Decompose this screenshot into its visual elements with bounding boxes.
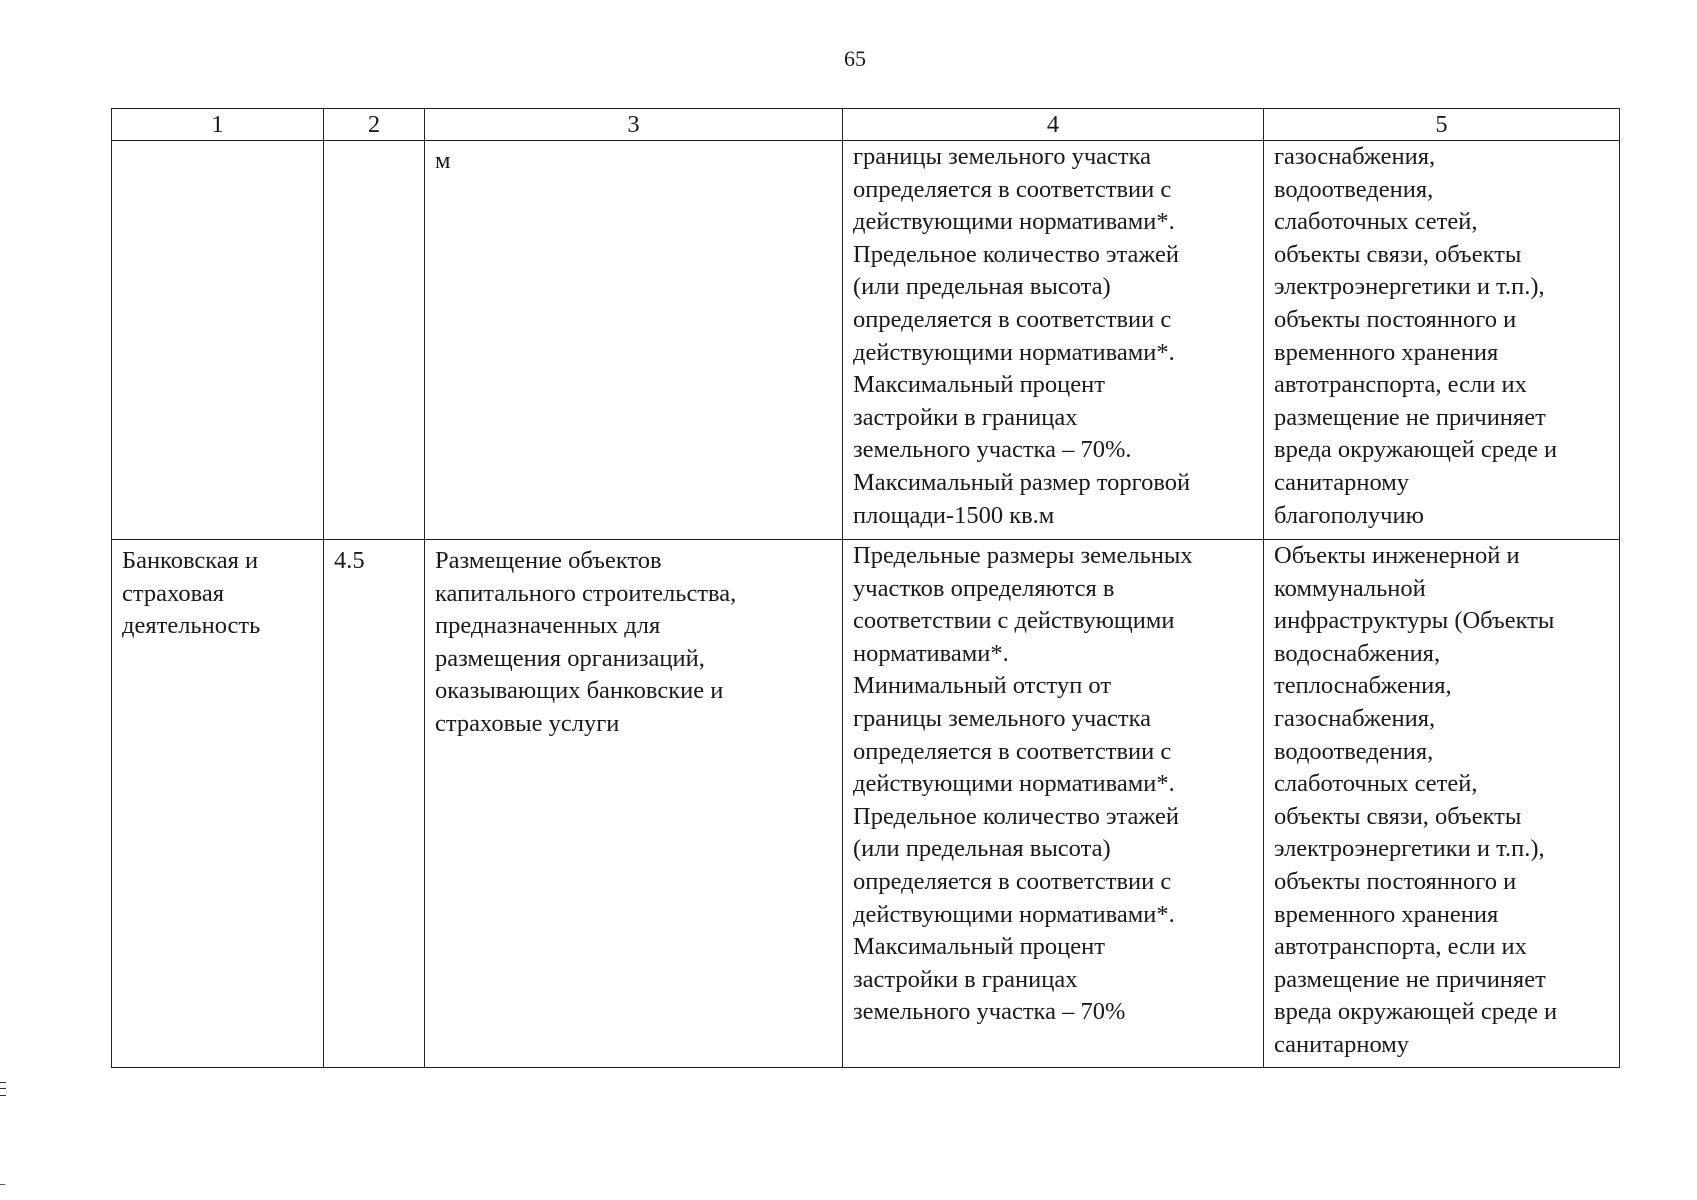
margin-mark bbox=[0, 1082, 6, 1096]
cell-line: действующими нормативами*. bbox=[853, 900, 1175, 928]
cell-line: Максимальный процент bbox=[853, 371, 1105, 399]
page-number: 65 bbox=[844, 46, 866, 71]
zoning-table bbox=[111, 108, 1620, 1068]
cell-line: временного хранения bbox=[1274, 900, 1499, 928]
cell-line: водоотведения, bbox=[1274, 175, 1434, 203]
cell-line: Размещение объектов bbox=[435, 547, 662, 574]
cell-line: электроэнергетики и т.п.), bbox=[1274, 835, 1545, 863]
land-use-name-cell bbox=[112, 540, 324, 1068]
column-header-2: 2 bbox=[324, 109, 425, 141]
code-cell bbox=[324, 141, 425, 540]
cell-line: соответствии с действующими bbox=[853, 607, 1175, 635]
cell-line: водоснабжения, bbox=[1274, 639, 1441, 667]
cell-line: действующими нормативами*. bbox=[853, 338, 1175, 366]
cell-line: определяется в соответствии с bbox=[853, 175, 1172, 203]
cell-line: страховые услуги bbox=[435, 709, 620, 737]
cell-line: объекты связи, объекты bbox=[1274, 240, 1522, 268]
cell-line: действующими нормативами*. bbox=[853, 208, 1175, 236]
cell-line: Максимальный процент bbox=[853, 933, 1105, 961]
cell-line: нормативами*. bbox=[853, 639, 1009, 667]
parameters-cell bbox=[843, 540, 1264, 1068]
header-row bbox=[112, 109, 1620, 141]
table-row bbox=[112, 540, 1620, 1068]
cell-line: слаботочных сетей, bbox=[1274, 208, 1478, 236]
cell-line: автотранспорта, если их bbox=[1274, 933, 1527, 961]
cell-line: благополучию bbox=[1274, 501, 1424, 529]
cell-line: площади-1500 кв.м bbox=[853, 501, 1055, 529]
cell-line: определяется в соответствии с bbox=[853, 867, 1172, 895]
cell-line: санитарному bbox=[1274, 1030, 1410, 1058]
cell-line: действующими нормативами*. bbox=[853, 770, 1175, 798]
cell-line: определяется в соответствии с bbox=[853, 737, 1172, 765]
margin-dash bbox=[0, 1184, 5, 1185]
cell-line: электроэнергетики и т.п.), bbox=[1274, 273, 1545, 301]
cell-line: размещения организаций, bbox=[435, 644, 705, 672]
cell-line: вреда окружающей среде и bbox=[1274, 436, 1558, 464]
cell-line: Минимальный отступ от bbox=[853, 672, 1112, 700]
column-header-1: 1 bbox=[112, 109, 324, 141]
cell-line: размещение не причиняет bbox=[1274, 965, 1546, 993]
cell-line: границы земельного участка bbox=[853, 143, 1152, 170]
cell-line: застройки в границах bbox=[853, 965, 1078, 993]
cell-line: деятельность bbox=[122, 612, 261, 640]
cell-line: Максимальный размер торговой bbox=[853, 468, 1191, 496]
cell-line: оказывающих банковские и bbox=[435, 677, 724, 705]
auxiliary-uses-cell bbox=[1264, 141, 1620, 540]
cell-line: границы земельного участка bbox=[853, 704, 1152, 732]
cell-line: теплоснабжения, bbox=[1274, 672, 1452, 700]
cell-line: участков определяются в bbox=[853, 574, 1115, 602]
parameters-cell bbox=[843, 141, 1264, 540]
description-cell bbox=[425, 540, 843, 1068]
description-cell bbox=[425, 141, 843, 540]
land-use-name-cell bbox=[112, 141, 324, 540]
cell-line: Предельное количество этажей bbox=[853, 240, 1179, 268]
cell-line: газоснабжения, bbox=[1274, 143, 1436, 170]
column-header-5: 5 bbox=[1264, 109, 1620, 141]
cell-line: коммунальной bbox=[1274, 574, 1426, 602]
cell-line: автотранспорта, если их bbox=[1274, 371, 1527, 399]
cell-line: инфраструктуры (Объекты bbox=[1274, 607, 1555, 635]
cell-line: вреда окружающей среде и bbox=[1274, 998, 1558, 1026]
cell-line: земельного участка – 70% bbox=[853, 998, 1126, 1026]
cell-line: размещение не причиняет bbox=[1274, 403, 1546, 431]
code-cell bbox=[324, 540, 425, 1068]
cell-line: Предельные размеры земельных bbox=[853, 542, 1193, 569]
cell-line: водоотведения, bbox=[1274, 737, 1434, 765]
cell-line: 4.5 bbox=[334, 547, 365, 574]
column-header-3: 3 bbox=[425, 109, 843, 141]
column-header-4: 4 bbox=[843, 109, 1264, 141]
cell-line: определяется в соответствии с bbox=[853, 305, 1172, 333]
cell-line: газоснабжения, bbox=[1274, 704, 1436, 732]
cell-line: предназначенных для bbox=[435, 612, 661, 640]
cell-line: Предельное количество этажей bbox=[853, 802, 1179, 830]
auxiliary-uses-cell bbox=[1264, 540, 1620, 1068]
cell-line: м bbox=[435, 147, 451, 174]
cell-line: земельного участка – 70%. bbox=[853, 436, 1132, 464]
cell-line: капитального строительства, bbox=[435, 579, 737, 607]
cell-line: страховая bbox=[122, 579, 224, 607]
cell-line: объекты постоянного и bbox=[1274, 867, 1517, 895]
table-row bbox=[112, 141, 1620, 540]
cell-line: (или предельная высота) bbox=[853, 835, 1111, 863]
cell-line: объекты постоянного и bbox=[1274, 305, 1517, 333]
cell-line: Банковская и bbox=[122, 547, 259, 574]
cell-line: (или предельная высота) bbox=[853, 273, 1111, 301]
cell-line: санитарному bbox=[1274, 468, 1410, 496]
cell-line: временного хранения bbox=[1274, 338, 1499, 366]
cell-line: объекты связи, объекты bbox=[1274, 802, 1522, 830]
cell-line: застройки в границах bbox=[853, 403, 1078, 431]
cell-line: слаботочных сетей, bbox=[1274, 770, 1478, 798]
cell-line: Объекты инженерной и bbox=[1274, 542, 1520, 569]
